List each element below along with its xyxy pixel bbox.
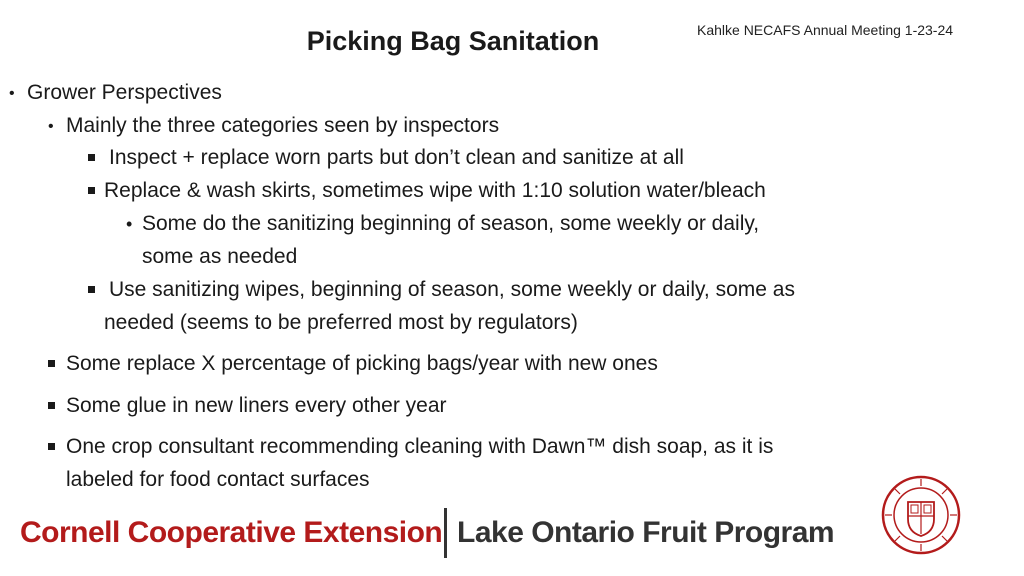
lake-ontario-fruit-program-logo: Lake Ontario Fruit Program bbox=[457, 516, 835, 549]
bullet-dot: • bbox=[126, 214, 133, 234]
level2-text: Some glue in new liners every other year bbox=[66, 394, 447, 417]
square-bullet bbox=[48, 443, 55, 450]
level3-text: Inspect + replace worn parts but don’t clean and sanitize at all bbox=[109, 146, 684, 169]
cornell-seal-icon bbox=[880, 474, 962, 556]
level2-text: One crop consultant recommending cleaning with Dawn™ dish soap, as it is bbox=[66, 435, 774, 458]
level3-text: Replace & wash skirts, sometimes wipe with 1:10 solution water/bleach bbox=[104, 179, 766, 202]
level2-text-cont: labeled for food contact surfaces bbox=[66, 468, 370, 491]
bullet-dot: • bbox=[9, 85, 15, 102]
level4-text: Some do the sanitizing beginning of season, some weekly or daily, bbox=[142, 212, 760, 235]
square-bullet bbox=[48, 402, 55, 409]
square-bullet bbox=[88, 154, 95, 161]
footer bbox=[0, 502, 1024, 576]
square-bullet bbox=[48, 360, 55, 367]
level3-text: Use sanitizing wipes, beginning of season, some weekly or daily, some as bbox=[109, 278, 795, 301]
level1-text: Grower Perspectives bbox=[27, 81, 222, 104]
bullet-dot: • bbox=[48, 118, 54, 135]
logo-divider bbox=[444, 508, 447, 558]
level2-text: Mainly the three categories seen by inspectors bbox=[66, 114, 500, 137]
level4-text-cont: some as needed bbox=[142, 245, 298, 268]
cornell-cooperative-extension-logo: Cornell Cooperative Extension bbox=[20, 516, 443, 549]
meeting-label: Kahlke NECAFS Annual Meeting 1-23-24 bbox=[697, 22, 954, 38]
square-bullet bbox=[88, 286, 95, 293]
level2-text: Some replace X percentage of picking bags/year with new ones bbox=[66, 352, 658, 375]
level3-text-cont: needed (seems to be preferred most by regulators) bbox=[104, 311, 578, 334]
slide-title: Picking Bag Sanitation bbox=[306, 26, 600, 56]
square-bullet bbox=[88, 187, 95, 194]
